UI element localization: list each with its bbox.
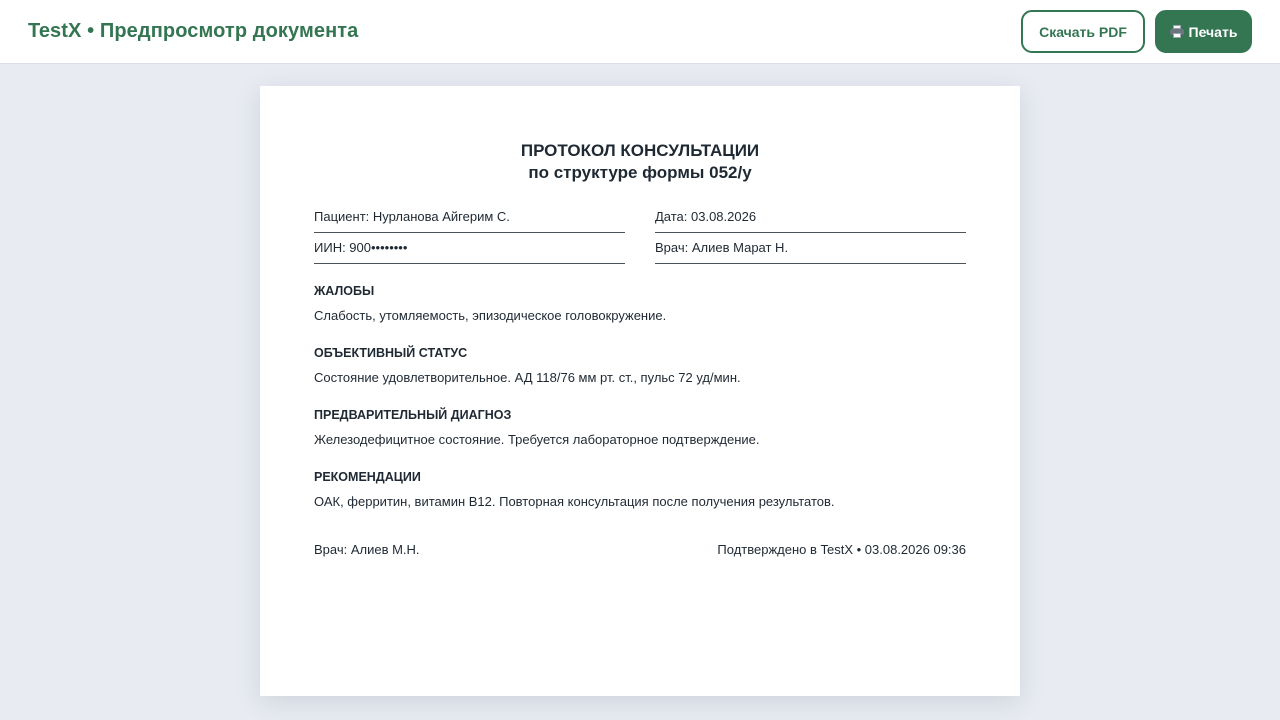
printer-icon [1170, 25, 1184, 38]
patient-field: Пациент: Нурланова Айгерим С. [314, 208, 625, 233]
section-text-complaints: Слабость, утомляемость, эпизодическое головокружение. [314, 308, 667, 323]
section-text-objective-status: Состояние удовлетворительное. АД 118/76 мм рт. ст., пульс 72 уд/мин. [314, 370, 741, 385]
download-pdf-label: Скачать PDF [1039, 23, 1127, 40]
download-pdf-button[interactable] [1021, 10, 1145, 53]
section-heading-complaints: ЖАЛОБЫ [314, 284, 375, 298]
top-bar [0, 0, 1280, 64]
section-heading-recommendations: РЕКОМЕНДАЦИИ [314, 470, 421, 484]
app-title: TestX • Предпросмотр документа [28, 20, 359, 42]
document-sheet [260, 86, 1020, 696]
document-subtitle: по структуре формы 052/у [528, 163, 752, 182]
iin-field: ИИН: 900•••••••• [314, 239, 625, 264]
doctor-field: Врач: Алиев Марат Н. [655, 239, 966, 264]
document-title: ПРОТОКОЛ КОНСУЛЬТАЦИИ [520, 141, 760, 160]
doctor-signature: Врач: Алиев М.Н. [314, 542, 420, 557]
date-field: Дата: 03.08.2026 [655, 208, 966, 233]
section-text-recommendations: ОАК, ферритин, витамин B12. Повторная консультация после получения результатов. [314, 494, 835, 509]
section-text-diagnosis: Железодефицитное состояние. Требуется лабораторное подтверждение. [314, 432, 760, 447]
confirmation-stamp: Подтверждено в TestX • 03.08.2026 09:36 [717, 542, 966, 557]
section-heading-diagnosis: ПРЕДВАРИТЕЛЬНЫЙ ДИАГНОЗ [314, 408, 512, 422]
print-label: Печать [1188, 23, 1238, 40]
print-button[interactable] [1155, 10, 1252, 53]
section-heading-objective-status: ОБЪЕКТИВНЫЙ СТАТУС [314, 346, 468, 360]
